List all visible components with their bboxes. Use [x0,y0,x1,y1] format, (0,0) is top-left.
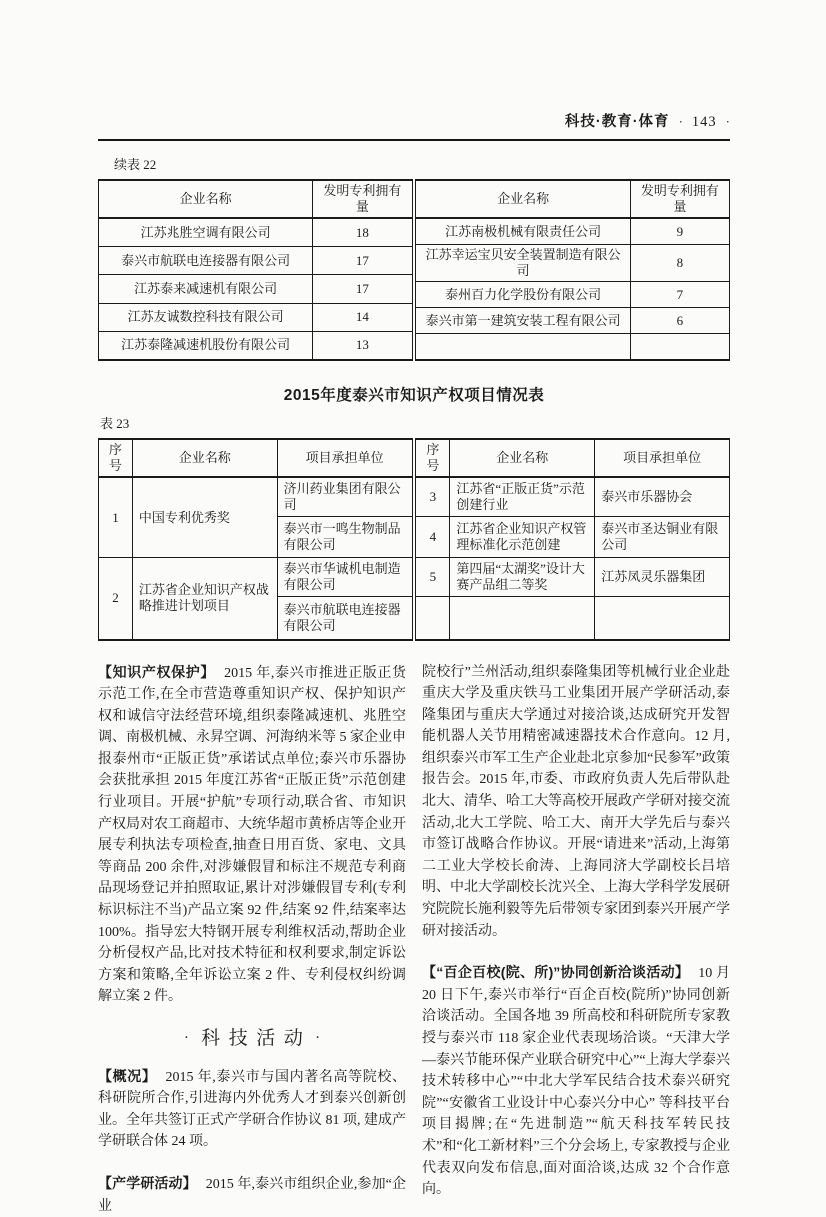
table-row [99,303,413,331]
project-name-cell [450,597,595,640]
table-header-row [99,180,413,218]
entry-text: 2015 年,泰兴市推进正版正货示范工作,在全市营造尊重知识产权、保护知识产权和诚信守法经营环境,组织泰隆减速机、兆胜空调、南极机械、永昇空调、河海纳米等 5 家企业申报泰州市“正版正货”承诺试点单位;泰兴市乐器协会获批承担 2015 年度江苏省“正版正货”示范创建行业项目。开展“护航”专项行动,联合省、市知识产权局对农工商超市、大统华超市黄桥店等企业开展专利执法专项检查,抽查日用百货、家电、文具等商品 200 余件,对涉嫌假冒和标注不规范专利商品现场登记并拍照取证,累计对涉嫌假冒专利(专利标识标注不当)产品立案 92 件,结案 92 件,结案率达 100%。指导宏大特钢开展专利维权活动,帮助企业分析侵权产品,比对技术特征和权利要求,制定诉讼方案和策略,全年诉讼立案 2 件、专利侵权纠纷调解立案 2 件。 [98,666,406,1005]
patent-count-cell: 18 [313,218,412,247]
project-name-cell: 第四届“太湖奖”设计大赛产品组二等奖 [450,558,595,597]
project-name-cell: 中国专利优秀奖 [132,477,277,558]
table23-title: 2015年度泰兴市知识产权项目情况表 [98,383,730,405]
table-header-row [416,180,730,218]
paragraph-iur-continued [422,662,730,943]
running-header [98,110,730,141]
company-name-cell: 江苏兆胜空调有限公司 [99,218,313,247]
entry-text: 2015 年,泰兴市组织企业,参加“企业 [98,1177,406,1214]
table-row [416,245,730,282]
section-title: 科技·教育·体育 [565,110,670,131]
unit-cell: 济川药业集团有限公司 [277,477,412,517]
patent-count-cell: 17 [313,247,412,275]
ip-project-table-right [415,438,730,641]
table-row [416,308,730,334]
column-header-patent-count: 发明专利拥有量 [630,180,729,218]
body-text [98,662,730,1217]
entry-label: 【概况】 [98,1068,157,1084]
column-header-company: 企业名称 [132,439,277,477]
unit-cell: 江苏凤灵乐器集团 [595,558,730,597]
patent-count-cell: 9 [630,218,729,245]
company-name-cell: 泰州百力化学股份有限公司 [416,282,630,308]
table-row [99,275,413,303]
paragraph-ip-protection [98,662,406,1009]
invention-patent-table [98,179,730,361]
invention-patent-table-left [98,179,413,361]
unit-cell [595,597,730,640]
unit-cell: 泰兴市航联电连接器有限公司 [277,597,412,640]
table-row [99,218,413,247]
table-row [99,477,413,517]
serial-cell: 4 [416,517,450,558]
entry-label: 【产学研活动】 [98,1175,197,1191]
column-header-serial: 序号 [99,439,133,477]
ip-project-table-left [98,438,413,641]
serial-cell [416,597,450,640]
column-header-company: 企业名称 [416,180,630,218]
patent-count-cell [630,334,729,361]
table-row [416,282,730,308]
heading-dot: · [315,1030,320,1046]
column-header-serial: 序号 [416,439,450,477]
unit-cell: 泰兴市圣达铜业有限公司 [595,517,730,558]
table-row [416,477,730,517]
company-name-cell: 江苏泰隆减速机股份有限公司 [99,331,313,360]
patent-count-cell: 13 [313,331,412,360]
table-row [416,218,730,245]
text-column-left [98,662,406,1217]
unit-cell: 泰兴市乐器协会 [595,477,730,517]
project-name-cell: 江苏省“正版正货”示范创建行业 [450,477,595,517]
column-header-patent-count: 发明专利拥有量 [313,180,412,218]
unit-cell: 泰兴市一鸣生物制品有限公司 [277,517,412,558]
document-page [98,110,730,1217]
company-name-cell [416,334,630,361]
column-header-company: 企业名称 [99,180,313,218]
serial-cell: 1 [99,477,133,558]
heading-dot: · [184,1030,189,1046]
entry-text: 院校行”兰州活动,组织泰隆集团等机械行业企业赴重庆大学及重庆铁马工业集团开展产学研活动,泰隆集团与重庆大学通过对接洽谈,达成研究开发智能机器人关节用精密减速器技术合作意向。12 月,组织泰兴市军工生产企业赴北京参加“民参军”政策报告会。2015 年,市委、市政府负责人先后带队赴北大、清华、哈工大等高校开展政产学研对接交流活动,北大工学院、哈工大、南开大学先后与泰兴市签订战略合作协议。开展“请进来”活动,上海第二工业大学校长俞涛、上海同济大学副校长吕培明、中北大学副校长沈兴全、上海大学科学发展研究院院长施利毅等先后带领专家团到泰兴开展产学研对接活动。 [422,665,730,939]
company-name-cell: 江苏泰来减速机有限公司 [99,275,313,303]
text-column-right [422,662,730,1217]
invention-patent-table-right [415,179,730,361]
table-header-row [99,439,413,477]
entry-label: 【“百企百校(院、所)”协同创新洽谈活动】 [422,964,689,980]
section-heading-sci-activities [98,1028,406,1050]
table-row [99,558,413,597]
column-header-undertaking-unit: 项目承担单位 [277,439,412,477]
company-name-cell: 江苏幸运宝贝安全装置制造有限公司 [416,245,630,282]
entry-text: 10 月 20 日下午,泰兴市举行“百企百校(院所)”协同创新洽谈活动。全国各地 39 所高校和科研院所专家教授与泰兴市 118 家企业代表现场洽谈。“天津大学—泰兴节能环保产业联合研究中心”“上海大学泰兴技术转移中心”“中北大学军民结合技术泰兴研究院”“安徽省工业设计中心泰兴分中心” 等科技平台项目揭牌;在“先进制造”“航天科技军转民技术”和“化工新材料”三个分会场上, 专家教授与企业代表双向发布信息,面对面洽谈,达成 32 个合作意向。 [422,966,730,1197]
serial-cell: 2 [99,558,133,640]
table-row [416,517,730,558]
table-header-row [416,439,730,477]
paragraph-overview [98,1066,406,1153]
entry-label: 【知识产权保护】 [98,664,215,680]
column-header-company: 企业名称 [450,439,595,477]
company-name-cell: 江苏友诚数控科技有限公司 [99,303,313,331]
table-row [416,558,730,597]
patent-count-cell: 14 [313,303,412,331]
ip-project-table [98,438,730,641]
serial-cell: 5 [416,558,450,597]
company-name-cell: 泰兴市航联电连接器有限公司 [99,247,313,275]
serial-cell: 3 [416,477,450,517]
entry-text: 2015 年,泰兴市与国内著名高等院校、科研院所合作,引进海内外优秀人才到泰兴创新创业。全年共签订正式产学研合作协议 81 项, 建成产学研联合体 24 项。 [98,1070,406,1150]
patent-count-cell: 17 [313,275,412,303]
page-number: 143 [692,114,717,131]
column-header-undertaking-unit: 项目承担单位 [595,439,730,477]
table-row [416,597,730,640]
separator-dot: · [726,114,730,130]
project-name-cell: 江苏省企业知识产权管理标准化示范创建 [450,517,595,558]
patent-count-cell: 6 [630,308,729,334]
table22-continuation-label: 续表 22 [114,154,730,173]
table-row [99,331,413,360]
unit-cell: 泰兴市华诚机电制造有限公司 [277,558,412,597]
patent-count-cell: 7 [630,282,729,308]
company-name-cell: 江苏南极机械有限责任公司 [416,218,630,245]
heading-text: 科技活动 [201,1028,311,1049]
patent-count-cell: 8 [630,245,729,282]
company-name-cell: 泰兴市第一建筑安装工程有限公司 [416,308,630,334]
table-row [416,334,730,361]
paragraph-bqbx [422,962,730,1201]
separator-dot: · [679,114,683,130]
table-row [99,247,413,275]
paragraph-iur [98,1173,406,1217]
table23-label: 表 23 [100,413,730,432]
project-name-cell: 江苏省企业知识产权战略推进计划项目 [132,558,277,640]
